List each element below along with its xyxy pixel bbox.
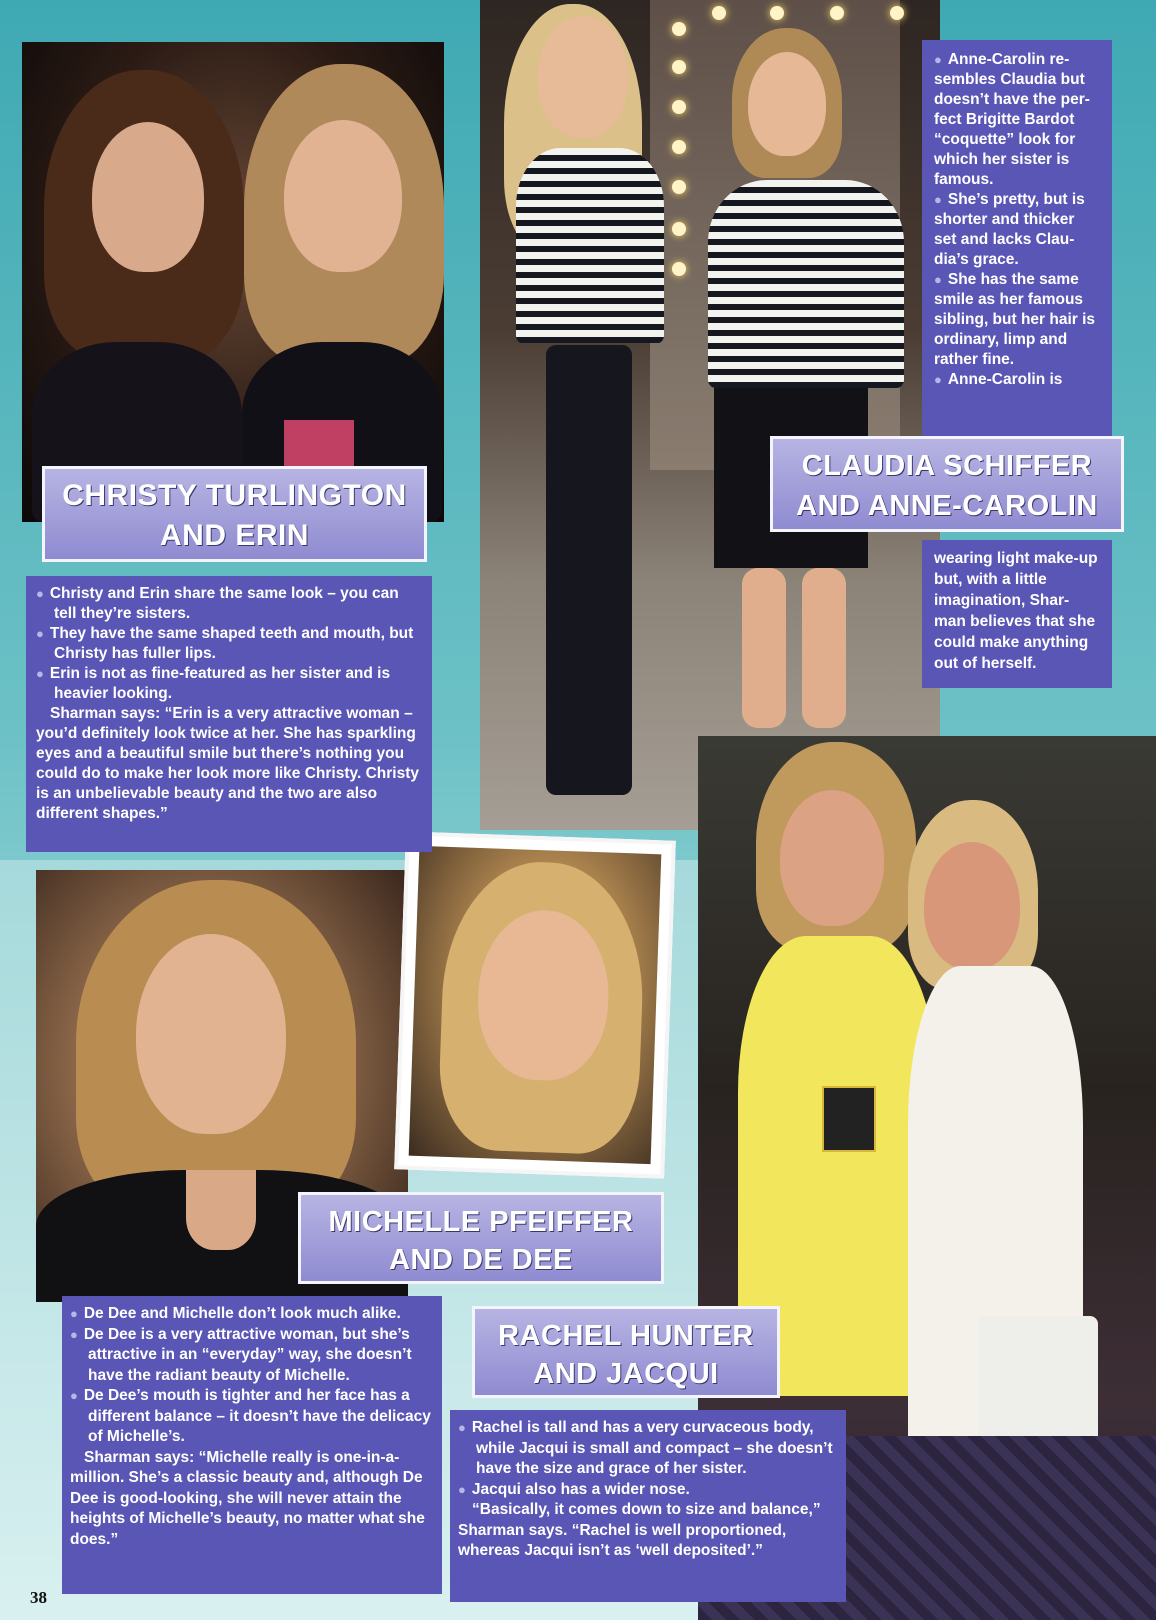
headline-line-2: AND ANNE-CAROLIN	[796, 490, 1098, 522]
bullet-text: ● Jacqui also has a wider nose.	[476, 1480, 836, 1501]
headline-claudia-and-anne-carolin	[770, 436, 1124, 532]
headline-christy-and-erin	[42, 466, 427, 562]
bullet-text: ● De Dee is a very attractive woman, but she’s attractive in an “everyday” way, she doesn’t have the radiant beauty of Michelle.	[88, 1325, 432, 1387]
headline-line-2: AND JACQUI	[533, 1358, 719, 1390]
headline-line-1: RACHEL HUNTER	[498, 1320, 754, 1352]
quote-text: “Basically, it comes down to size and balance,” Sharman says. “Rachel is well proportioned, whereas Jacqui isn’t as ‘well deposited’.”	[458, 1501, 821, 1559]
headline-line-1: CLAUDIA SCHIFFER	[801, 450, 1093, 482]
continuation-text: wearing light make-up but, with a little imagination, Shar-man believes that she could make anything out of herself.	[934, 550, 1098, 672]
textbox-christy-and-erin	[26, 576, 432, 852]
bullet-text: ● She has the same smile as her famous sibling, but her hair is ordinary, limp and rather fine.	[934, 270, 1100, 370]
photo-claudia-and-anne-carolin	[480, 0, 940, 830]
bullet-text: ● Anne-Carolin re-sembles Claudia but doesn’t have the per-fect Brigitte Bardot “coquette” look for which her sister is famous.	[934, 50, 1100, 190]
bullet-text: ● Erin is not as fine-featured as her sister and is heavier looking.	[54, 664, 422, 704]
headline-line-1: CHRISTY TURLINGTON	[62, 479, 407, 512]
bullet-text: ● De Dee’s mouth is tighter and her face has a different balance – it doesn’t have the delicacy of Michelle’s.	[88, 1386, 432, 1448]
bullet-text: ● She’s pretty, but is shorter and thicker set and lacks Clau-dia’s grace.	[934, 190, 1100, 270]
bullet-text: ● De Dee and Michelle don’t look much alike.	[88, 1304, 432, 1325]
headline-line-1: MICHELLE PFEIFFER	[328, 1206, 634, 1238]
bullet-text: ● Anne-Carolin is	[934, 370, 1100, 390]
bullet-text: ● Rachel is tall and has a very curvaceous body, while Jacqui is small and compact – she doesn’t have the size and grace of her sister.	[476, 1418, 836, 1480]
headline-rachel-and-jacqui	[472, 1306, 780, 1398]
quote-text: Sharman says: “Michelle really is one-in-a-million. She’s a classic beauty and, although De Dee is good-looking, she will never attain the heights of Michelle’s beauty, no matter what she does.”	[70, 1448, 425, 1548]
bullet-text: ● Christy and Erin share the same look – you can tell they’re sisters.	[54, 584, 422, 624]
textbox-michelle-and-de-dee	[62, 1296, 442, 1594]
textbox-rachel-and-jacqui	[450, 1410, 846, 1602]
photo-de-dee	[409, 846, 662, 1164]
page-number: 38	[30, 1588, 47, 1607]
quote-text: Sharman says: “Erin is a very attractive woman – you’d definitely look twice at her. She has sparkling eyes and a beautiful smile but there’s nothing you could do to make her look more like Christy. Christy is an unbelievable beauty and the two are also different shapes.”	[36, 705, 419, 822]
textbox-claudia-top	[922, 40, 1112, 448]
photo-christy-and-erin	[22, 42, 444, 522]
photo-frame-de-dee	[394, 831, 676, 1178]
bullet-text: ● They have the same shaped teeth and mouth, but Christy has fuller lips.	[54, 624, 422, 664]
headline-line-2: AND ERIN	[159, 519, 309, 552]
headline-line-2: AND DE DEE	[389, 1244, 573, 1276]
headline-michelle-and-de-dee	[298, 1192, 664, 1284]
textbox-claudia-continuation	[922, 540, 1112, 688]
